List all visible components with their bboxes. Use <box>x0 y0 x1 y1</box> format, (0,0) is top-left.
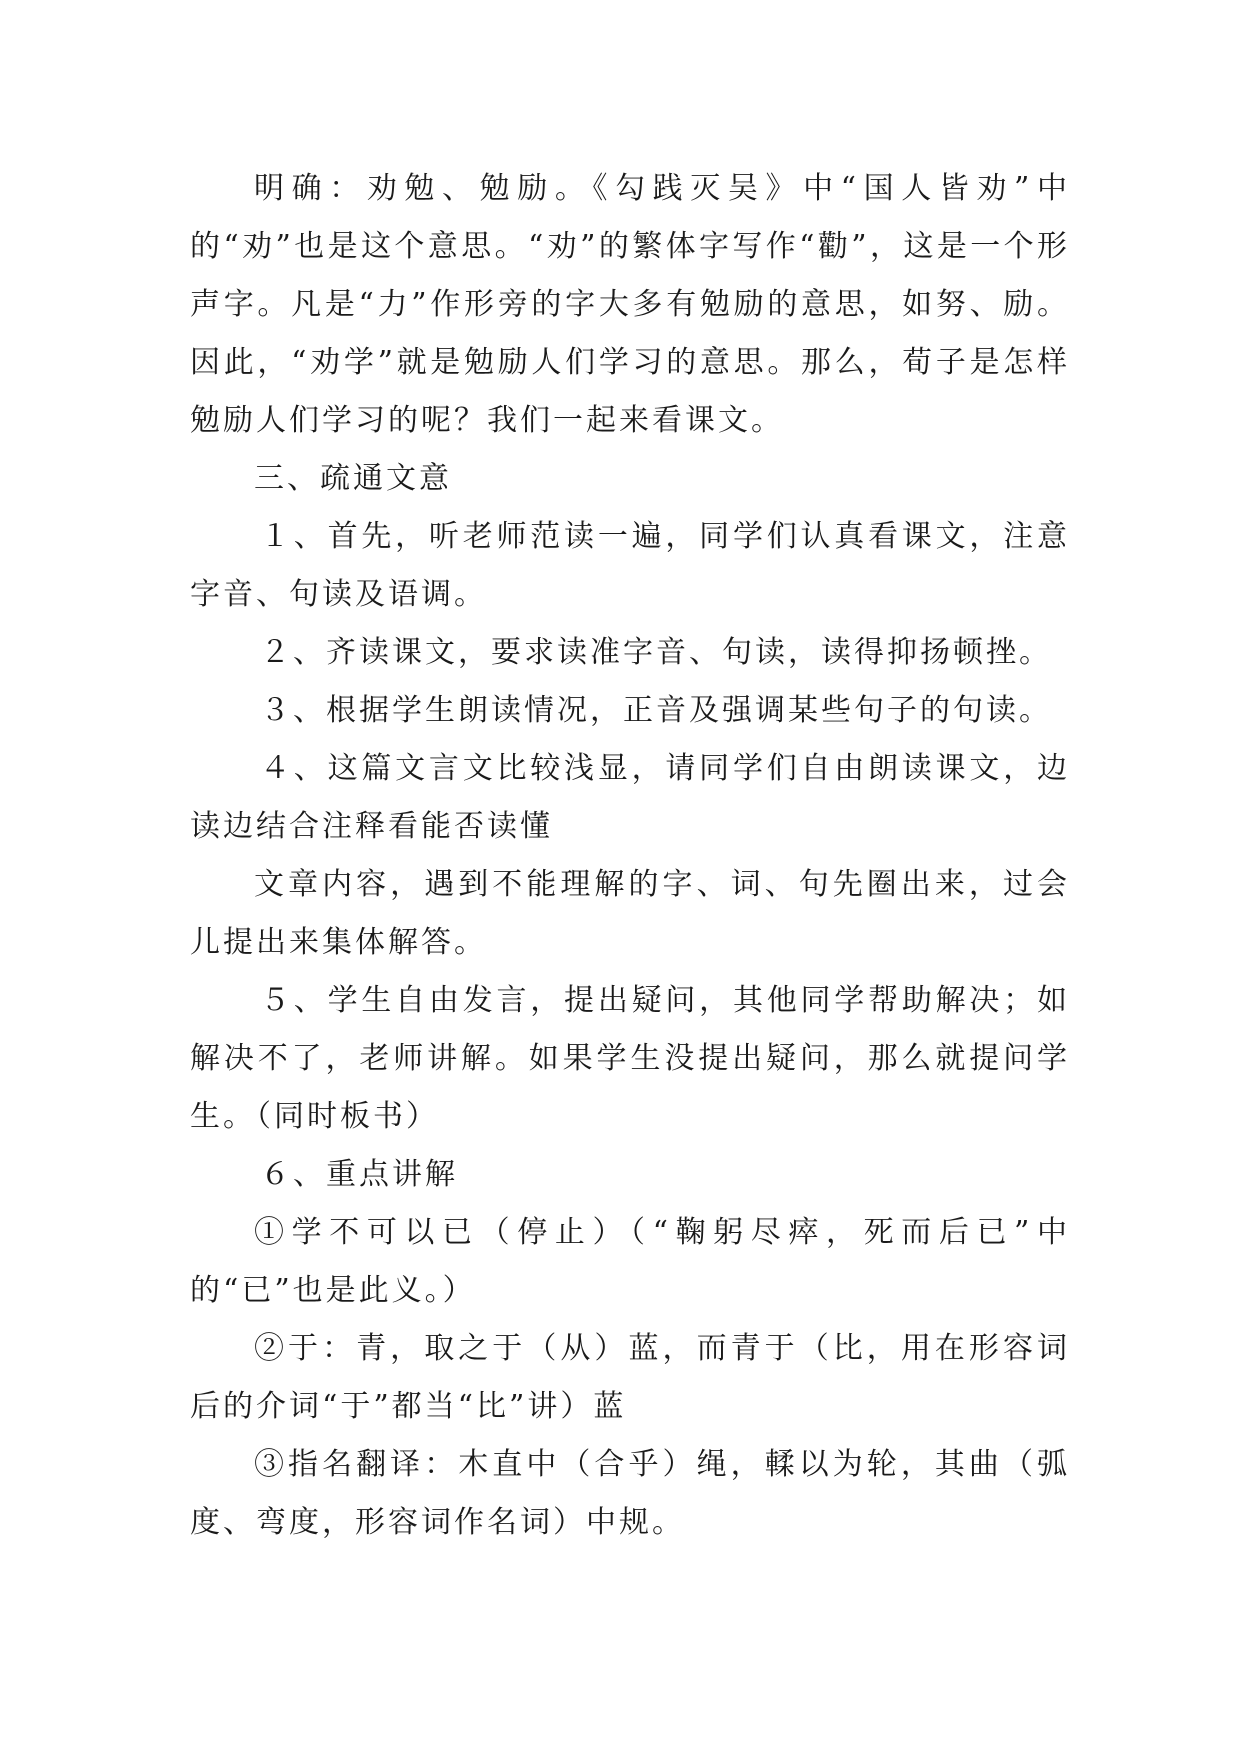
section-heading-3: 三、疏通文意 <box>254 461 452 496</box>
step-4: ４、这篇文言文比较浅显，请同学们自由朗读课文，边读边结合注释看能否读懂 <box>190 751 1070 844</box>
key-point-1: ①学不可以已（停止）（“鞠躬尽瘁，死而后已”中的“已”也是此义。） <box>190 1215 1070 1308</box>
step-6: ６、重点讲解 <box>260 1157 458 1192</box>
step-2: ２、齐读课文，要求读准字音、句读，读得抑扬顿挫。 <box>260 635 1052 670</box>
document-body <box>190 160 1070 1552</box>
step-3: ３、根据学生朗读情况，正音及强调某些句子的句读。 <box>260 693 1052 728</box>
step-5: ５、学生自由发言，提出疑问，其他同学帮助解决；如解决不了，老师讲解。如果学生没提出疑问，那么就提问学生。（同时板书） <box>190 983 1070 1134</box>
key-point-2: ②于：青，取之于（从）蓝，而青于（比，用在形容词后的介词“于”都当“比”讲）蓝 <box>190 1331 1070 1424</box>
step-1: １、首先，听老师范读一遍，同学们认真看课文，注意字音、句读及语调。 <box>190 519 1070 612</box>
paragraph-explanation: 明确：劝勉、勉励。《勾践灭吴》中“国人皆劝”中的“劝”也是这个意思。“劝”的繁体字写作“勸”，这是一个形声字。凡是“力”作形旁的字大多有勉励的意思，如努、励。因此，“劝学”就是勉励人们学习的意思。那么，荀子是怎样勉励人们学习的呢？我们一起来看课文。 <box>190 171 1070 438</box>
step-4-continued: 文章内容，遇到不能理解的字、词、句先圈出来，过会儿提出来集体解答。 <box>190 867 1070 960</box>
key-point-3: ③指名翻译：木直中（合乎）绳，輮以为轮，其曲（弧度、弯度，形容词作名词）中规。 <box>190 1447 1070 1540</box>
